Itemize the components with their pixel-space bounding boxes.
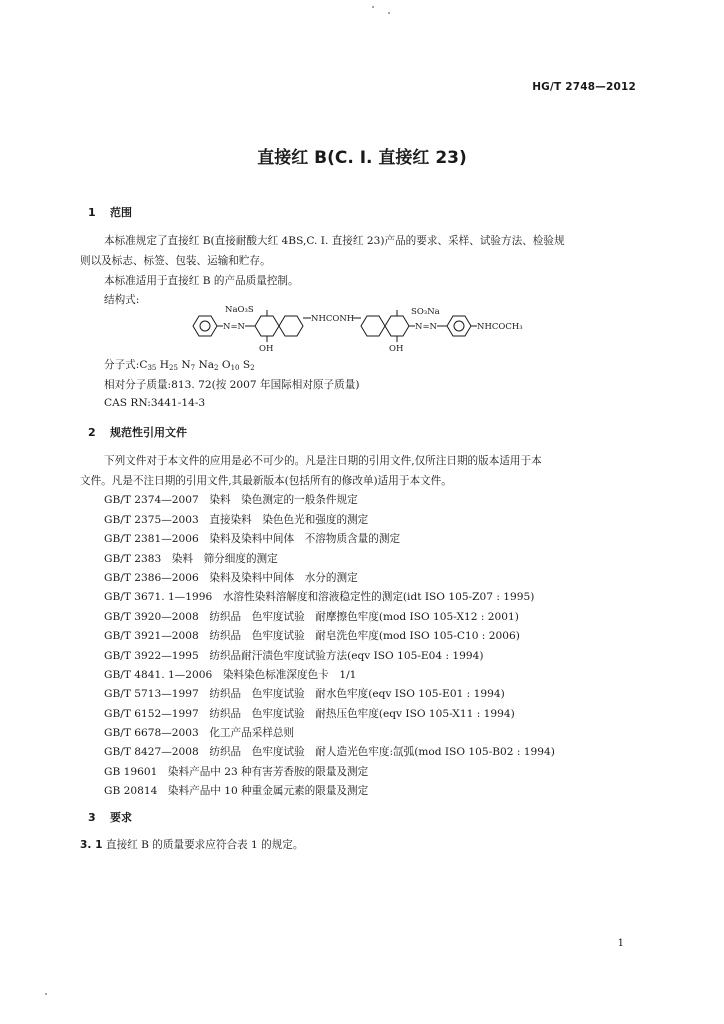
reference-item: GB 20814 染料产品中 10 种重金属元素的限量及测定 xyxy=(104,785,369,797)
structure-label: 结构式: xyxy=(104,294,140,306)
standard-code: HG/T 2748—2012 xyxy=(532,81,636,93)
naphthalene-right-b xyxy=(385,316,409,336)
section-title: 范围 xyxy=(110,206,132,219)
phenyl-ring-right xyxy=(447,316,471,336)
sulfonate-left-label: NaO₃S xyxy=(225,306,254,315)
reference-item: GB/T 2383 染料 筛分细度的测定 xyxy=(104,553,278,565)
reference-item: GB/T 4841. 1—2006 染料染色标准深度色卡 1/1 xyxy=(104,669,357,681)
section-number: 1 xyxy=(88,206,96,219)
phenyl-ring-left xyxy=(193,316,217,336)
reference-item: GB/T 6152—1997 纺织品 色牢度试验 耐热压色牢度(eqv ISO 105-X11 : 1994) xyxy=(104,708,515,720)
azo-label-left: N=N xyxy=(223,322,245,332)
reference-item: GB/T 3671. 1—1996 水溶性染料溶解度和溶液稳定性的测定(idt ISO 105-Z07 : 1995) xyxy=(104,591,535,603)
section-1-heading xyxy=(88,204,132,220)
cas-number: CAS RN:3441-14-3 xyxy=(104,397,206,409)
section-number: 3 xyxy=(88,811,96,824)
reference-item: GB/T 2374—2007 染料 染色测定的一般条件规定 xyxy=(104,494,358,506)
refs-intro-line2: 文件。凡是不注日期的引用文件,其最新版本(包括所有的修改单)适用于本文件。 xyxy=(80,475,452,487)
refs-intro-line1: 下列文件对于本文件的应用是必不可少的。凡是注日期的引用文件,仅所注日期的版本适用于本 xyxy=(104,455,542,467)
molecular-mass: 相对分子质量:813. 72(按 2007 年国际相对原子质量) xyxy=(104,379,360,391)
page-title: 直接红 B(C. I. 直接红 23) xyxy=(257,148,467,168)
scan-speck xyxy=(388,12,390,14)
reference-item: GB/T 2375—2003 直接染料 染色色光和强度的测定 xyxy=(104,514,369,526)
urea-bridge-label: NHCONH xyxy=(311,314,355,324)
molecular-formula: 分子式$:C_{35}$ $H_{25}$ $N_7$ $Na_2$ $O_{10}$ $S_2$ xyxy=(104,359,255,372)
reference-item: GB/T 3922—1995 纺织品耐汗渍色牢度试验方法(eqv ISO 105-E04 : 1994) xyxy=(104,650,484,662)
section-title: 规范性引用文件 xyxy=(110,426,187,439)
naphthalene-left-a xyxy=(255,316,279,336)
hydroxyl-right-label: OH xyxy=(389,344,404,354)
section-number: 2 xyxy=(88,426,96,439)
azo-label-right: N=N xyxy=(415,322,437,332)
reference-item: GB/T 2381—2006 染料及染料中间体 不溶物质含量的测定 xyxy=(104,533,401,545)
reference-item: GB/T 5713—1997 纺织品 色牢度试验 耐水色牢度(eqv ISO 105-E01 : 1994) xyxy=(104,688,505,700)
section-3-heading xyxy=(88,809,132,825)
scope-paragraph-line1: 本标准规定了直接红 B(直接耐酸大红 4BS,C. I. 直接红 23)产品的要求、采样、试验方法、检验规 xyxy=(104,235,565,247)
reference-item: GB 19601 染料产品中 23 种有害芳香胺的限量及测定 xyxy=(104,766,369,778)
naphthalene-right-a xyxy=(361,316,385,336)
scan-speck xyxy=(45,993,47,995)
aromatic-circle xyxy=(200,321,210,331)
acetamido-label: NHCOCH₃ xyxy=(477,322,523,332)
clause-text: 直接红 B 的质量要求应符合表 1 的规定。 xyxy=(106,839,304,851)
naphthalene-left-b xyxy=(279,316,303,336)
reference-item: GB/T 8427—2008 纺织品 色牢度试验 耐人造光色牢度:氙弧(mod ISO 105-B02 : 1994) xyxy=(104,746,555,758)
section-title: 要求 xyxy=(110,811,132,824)
scope-applicability: 本标准适用于直接红 B 的产品质量控制。 xyxy=(104,275,299,287)
reference-item: GB/T 3920—2008 纺织品 色牢度试验 耐摩擦色牢度(mod ISO 105-X12 : 2001) xyxy=(104,611,519,623)
section-2-heading xyxy=(88,424,187,440)
structural-formula xyxy=(185,306,545,356)
hydroxyl-left-label: OH xyxy=(259,344,274,354)
reference-item: GB/T 6678—2003 化工产品采样总则 xyxy=(104,727,295,739)
clause-3-1 xyxy=(80,837,304,852)
formula-label: 分子式: xyxy=(104,359,140,371)
scope-paragraph-line2: 则以及标志、标签、包装、运输和贮存。 xyxy=(80,255,271,267)
reference-item: GB/T 3921—2008 纺织品 色牢度试验 耐皂洗色牢度(mod ISO 105-C10 : 2006) xyxy=(104,630,520,642)
reference-item: GB/T 2386—2006 染料及染料中间体 水分的测定 xyxy=(104,572,358,584)
sulfonate-right-label: SO₃Na xyxy=(411,307,440,317)
scan-speck xyxy=(372,6,374,8)
page-number: 1 xyxy=(617,938,624,949)
clause-number: 3. 1 xyxy=(80,839,103,851)
